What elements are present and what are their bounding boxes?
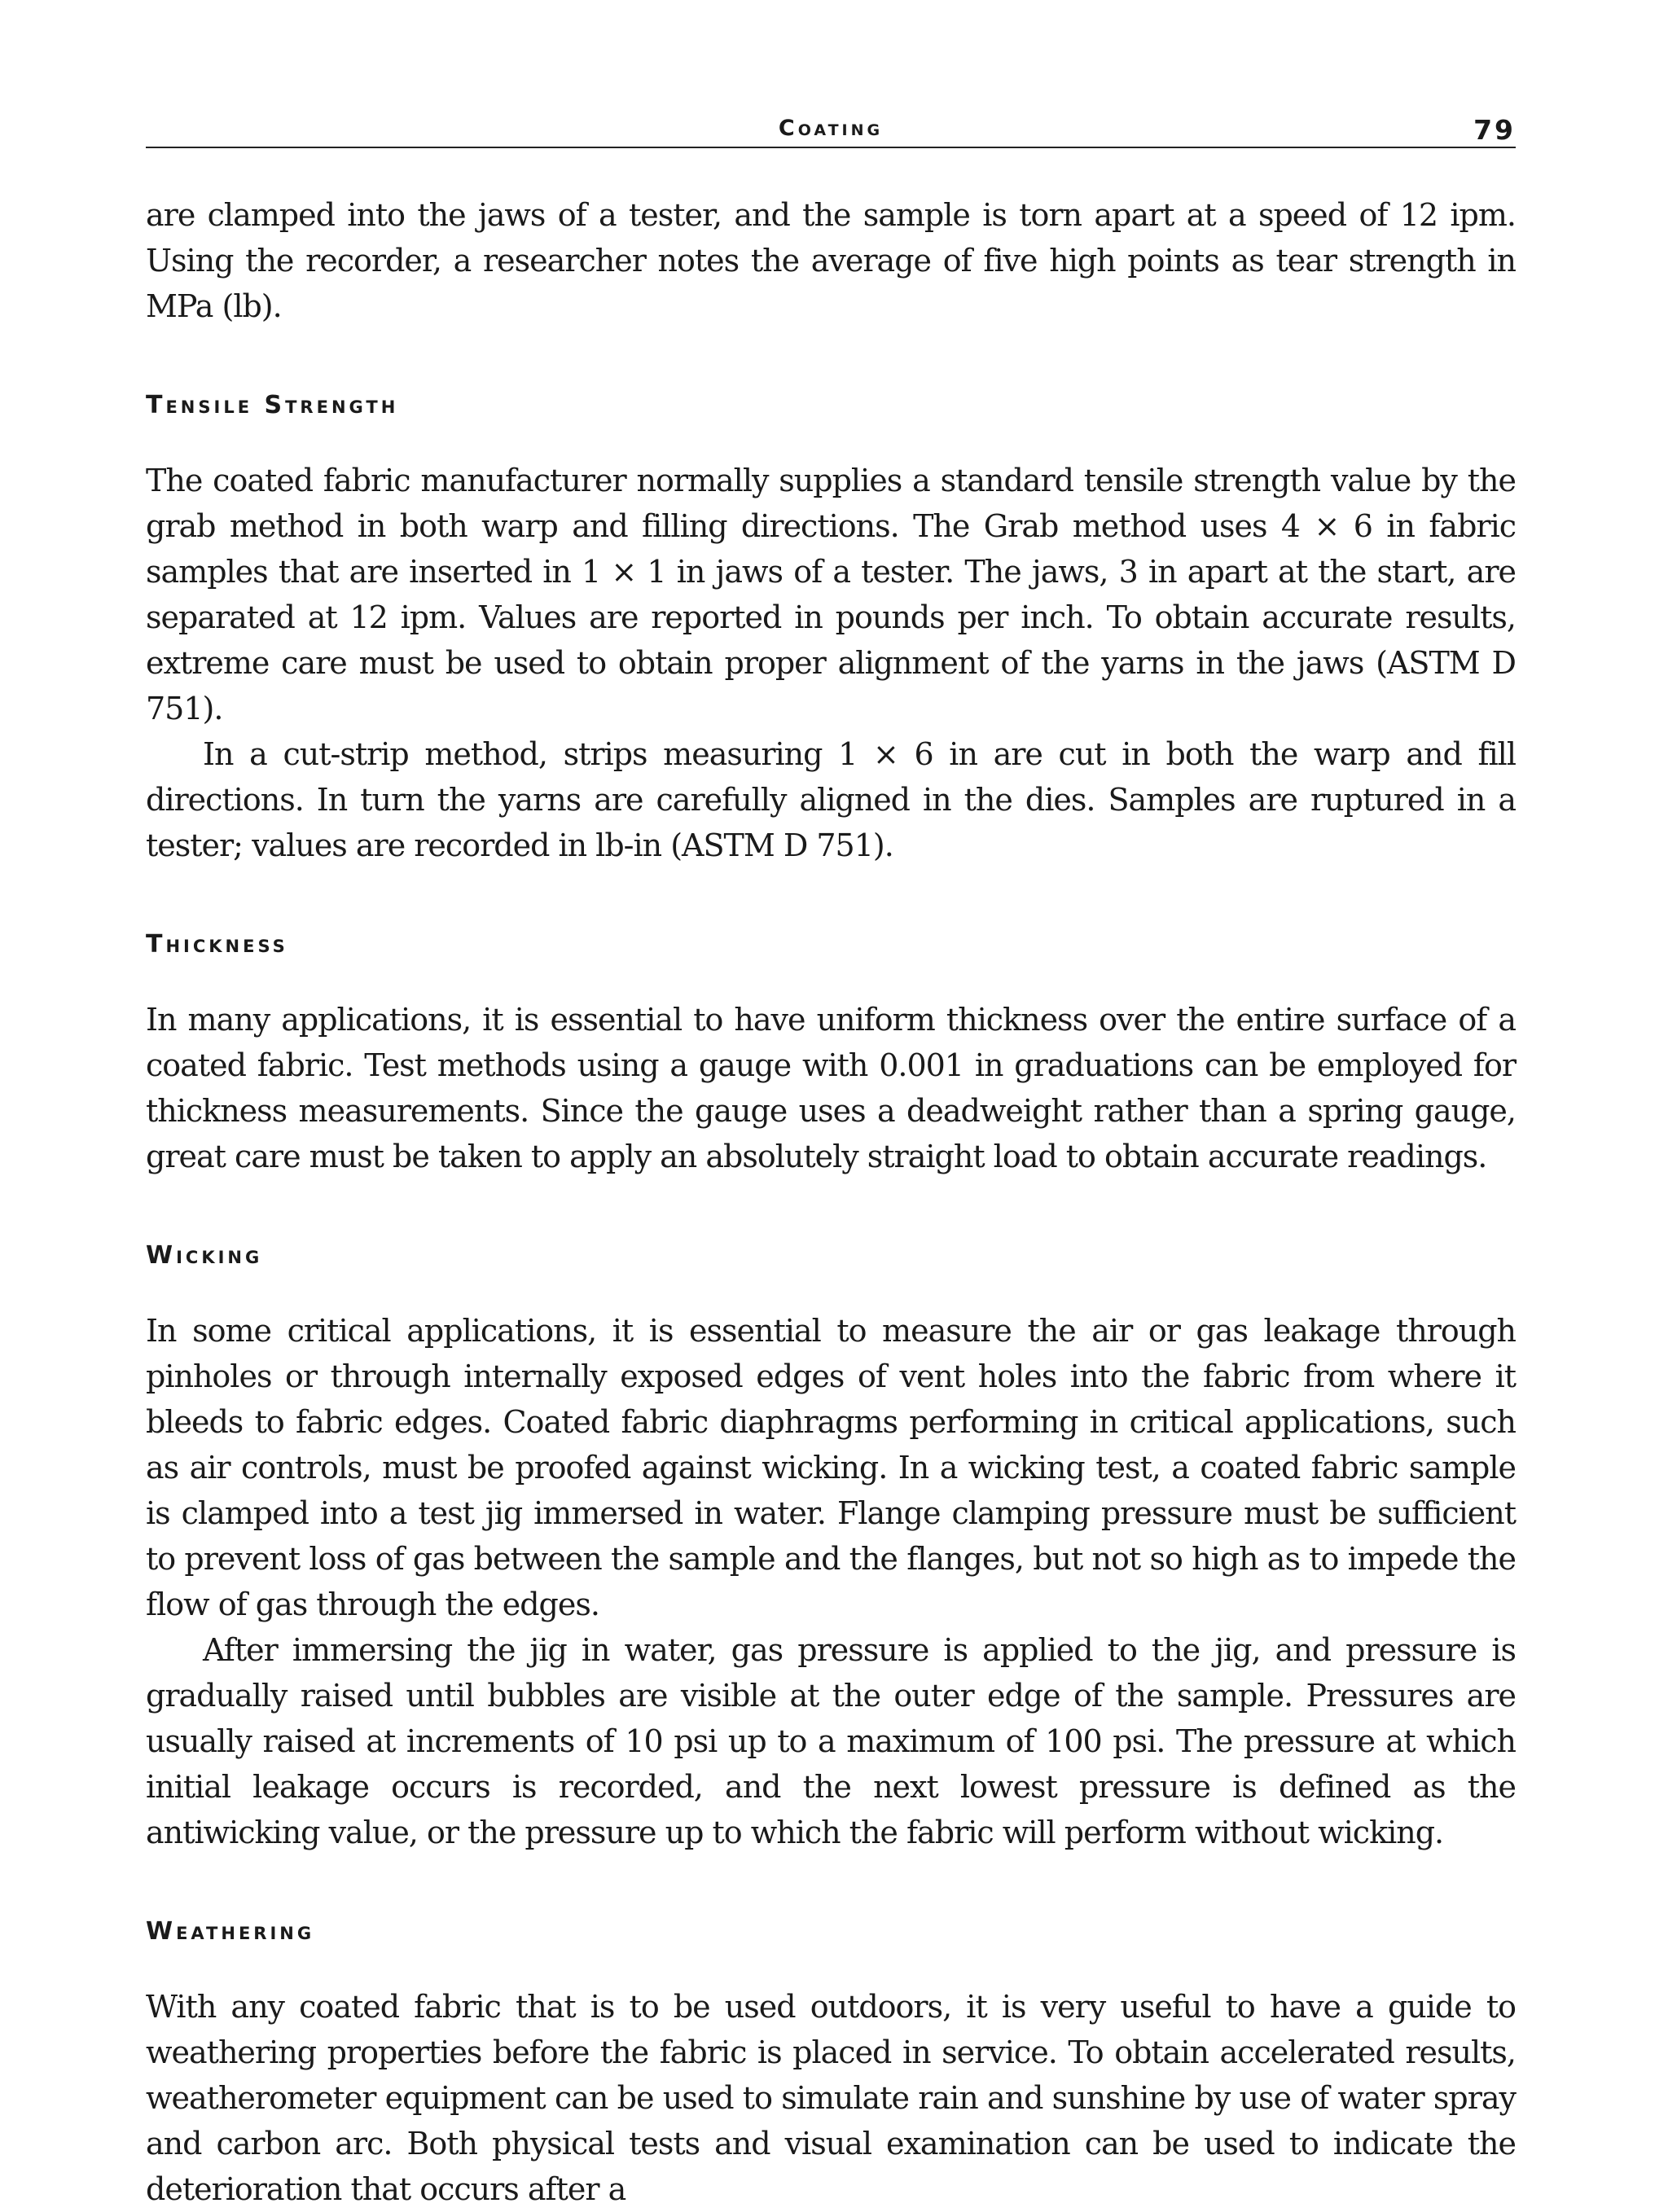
paragraph: In many applications, it is essential to have uniform thickness over the entire surface of a coated fabric. Test methods using a gauge with 0.001 in graduations can be employed for thickness measurements. Since the gauge uses a deadweight rather than a spring gauge, great care must be taken to apply an absolutely straight load to obtain accurate readings. [146, 1002, 1516, 1174]
paragraph: In a cut-strip method, strips measuring 1 × 6 in are cut in both the warp and fill directions. In turn the yarns are carefully aligned in the dies. Samples are ruptured in a tester; values are recorded in lb-in (ASTM D 751). [146, 736, 1516, 863]
paragraph: are clamped into the jaws of a tester, and the sample is torn apart at a speed of 12 ipm. Using the recorder, a researcher notes the average of five high points as tear strength in MPa (lb). [146, 197, 1516, 324]
section-heading-tensile-strength: Tensile Strength [146, 391, 399, 419]
paragraph: After immersing the jig in water, gas pressure is applied to the jig, and pressure is gradually raised until bubbles are visible at the outer edge of the sample. Pressures are usually raised at increments of 10 psi up to a maximum of 100 psi. The pressure at which initial leakage occurs is recorded, and the next lowest pressure is defined as the antiwicking value, or the pressure up to which the fabric will perform without wicking. [146, 1632, 1516, 1850]
running-header [146, 114, 1516, 148]
section-heading-weathering: Weathering [146, 1917, 315, 1946]
body-text [146, 192, 1516, 2212]
paragraph: In some critical applications, it is essential to measure the air or gas leakage through pinholes or through internally exposed edges of vent holes into the fabric from where it bleeds to fabric edges. Coated fabric diaphragms performing in critical applications, such as air controls, must be proofed against wicking. In a wicking test, a coated fabric sample is clamped into a test jig immersed in water. Flange clamping pressure must be sufficient to prevent loss of gas between the sample and the flanges, but not so high as to impede the flow of gas through the edges. [146, 1313, 1516, 1622]
running-header-title: Coating [778, 116, 884, 141]
section-heading-wicking: Wicking [146, 1241, 263, 1270]
page-number: 79 [1473, 114, 1516, 146]
paragraph: The coated fabric manufacturer normally supplies a standard tensile strength value by the grab method in both warp and filling directions. The Grab method uses 4 × 6 in fabric samples that are inserted in 1 × 1 in jaws of a tester. The jaws, 3 in apart at the start, are separated at 12 ipm. Values are reported in pounds per inch. To obtain accurate results, extreme care must be used to obtain proper alignment of the yarns in the jaws (ASTM D 751). [146, 463, 1516, 726]
section-heading-thickness: Thickness [146, 930, 288, 959]
paragraph: With any coated fabric that is to be used outdoors, it is very useful to have a guide to weathering properties before the fabric is placed in service. To obtain accelerated results, weatherometer equipment can be used to simulate rain and sunshine by use of water spray and carbon arc. Both physical tests and visual examination can be used to indicate the deterioration that occurs after a [146, 1989, 1516, 2207]
